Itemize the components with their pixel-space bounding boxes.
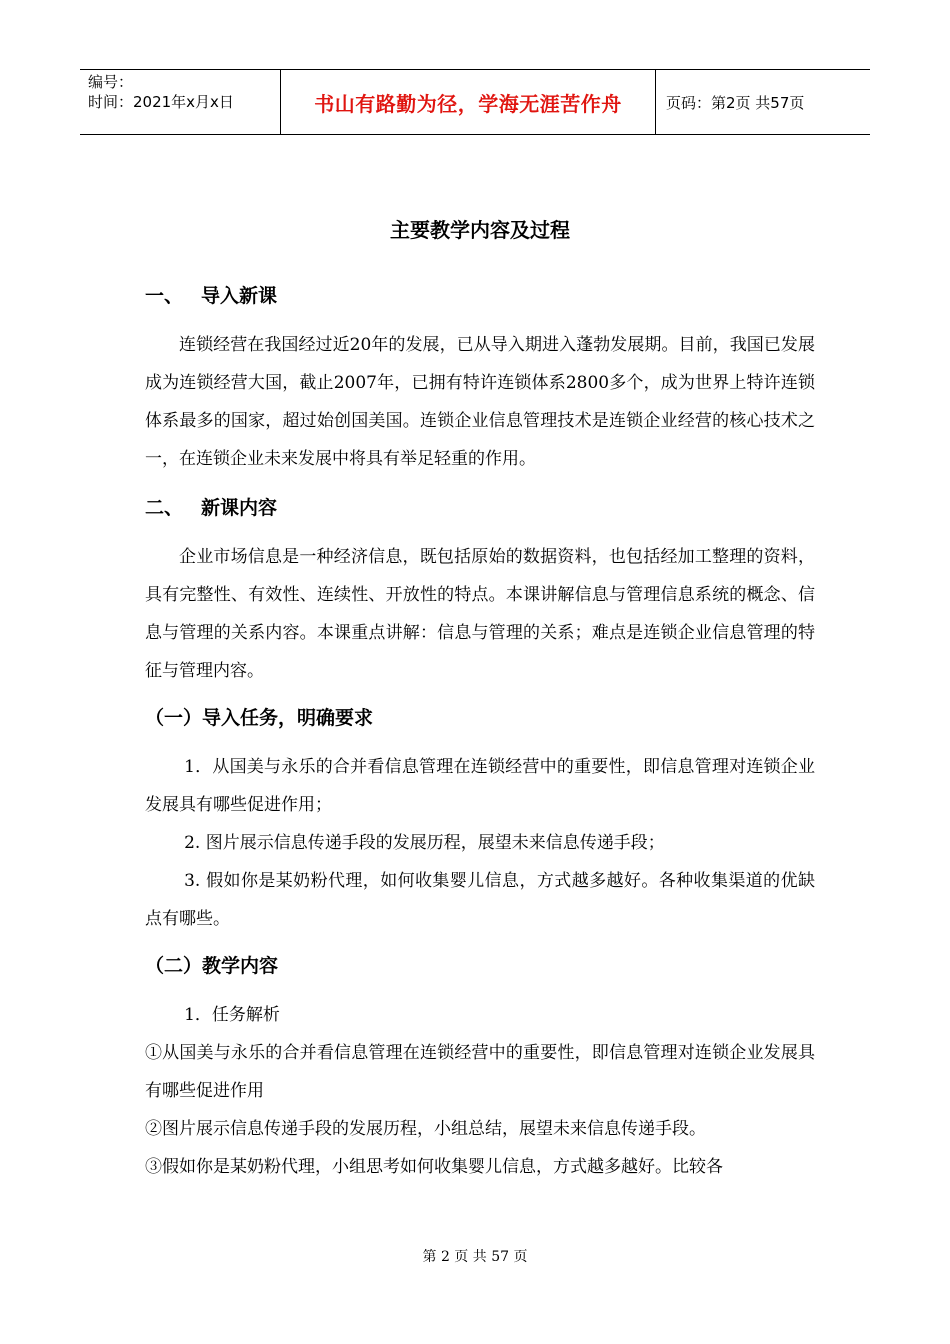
subsection-heading-1: （一）导入任务，明确要求 [145, 707, 374, 729]
task-item: 3. 假如你是某奶粉代理，如何收集婴儿信息，方式越多越好。各种收集渠道的优缺点有哪些。 [145, 871, 815, 929]
paragraph: 企业市场信息是一种经济信息，既包括原始的数据资料，也包括经加工整理的资料，具有完整性、有效性、连续性、开放性的特点。本课讲解信息与管理信息系统的概念、信息与管理的关系内容。本课重点讲解：信息与管理的关系；难点是连锁企业信息管理的特征与管理内容。 [145, 547, 815, 681]
section-title: 导入新课 [201, 285, 278, 307]
section-number: 一、 [145, 285, 184, 307]
section-title: 新课内容 [201, 497, 278, 519]
header-page-info: 页码：第2页 共57页 [666, 93, 805, 112]
task-item: 2. 图片展示信息传递手段的发展历程，展望未来信息传递手段； [184, 833, 665, 853]
header-meta [80, 70, 280, 134]
paragraph: 连锁经营在我国经过近20年的发展，已从导入期进入蓬勃发展期。目前，我国已发展成为连锁经营大国，截止2007年，已拥有特许连锁体系2800多个，成为世界上特许连锁体系最多的国家，超过始创国美国。连锁企业信息管理技术是连锁企业经营的核心技术之一，在连锁企业未来发展中将具有举足轻重的作用。 [145, 335, 815, 469]
section-heading-1 [145, 276, 815, 316]
page-header [80, 69, 870, 135]
section-heading-2 [145, 488, 815, 528]
list-item: 1．任务解析 [184, 1005, 280, 1025]
header-motto: 书山有路勤为径，学海无涯苦作舟 [280, 70, 656, 134]
header-time-label: 时间：2021年x月x日 [88, 93, 234, 111]
header-number-label: 编号： [88, 73, 134, 91]
list-item: ③假如你是某奶粉代理，小组思考如何收集婴儿信息，方式越多越好。比较各 [145, 1157, 723, 1177]
page-footer: 第 2 页 共 57 页 [422, 1249, 528, 1265]
section-number: 二、 [145, 497, 184, 519]
subsection-heading-2: （二）教学内容 [145, 955, 279, 977]
task-item: 1．从国美与永乐的合并看信息管理在连锁经营中的重要性，即信息管理对连锁企业发展具有哪些促进作用； [145, 757, 815, 815]
document-title: 主要教学内容及过程 [390, 218, 570, 242]
list-item: ①从国美与永乐的合并看信息管理在连锁经营中的重要性，即信息管理对连锁企业发展具有哪些促进作用 [145, 1043, 815, 1101]
list-item: ②图片展示信息传递手段的发展历程，小组总结，展望未来信息传递手段。 [145, 1119, 706, 1139]
document-body [145, 210, 815, 1186]
